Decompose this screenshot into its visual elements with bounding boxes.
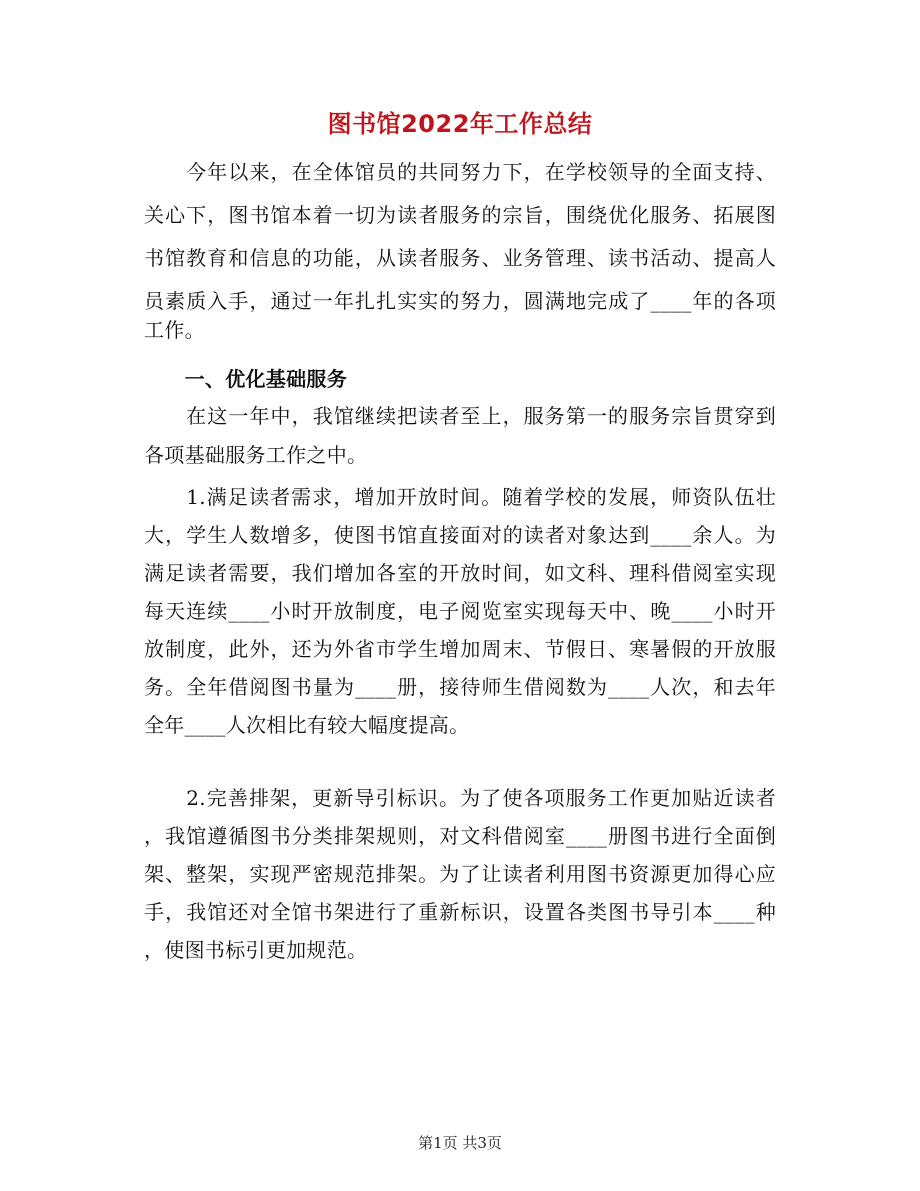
- section-heading-1: 一、优化基础服务: [144, 367, 347, 391]
- paragraph-item2-line-3: 架、整架，实现严密规范排架。为了让读者利用图书资源更加得心应: [144, 862, 776, 886]
- paragraph-section-line-1: 在这一年中，我馆继续把读者至上，服务第一的服务宗旨贯穿到: [144, 404, 776, 428]
- paragraph-intro-line-3: 书馆教育和信息的功能，从读者服务、业务管理、读书活动、提高人: [144, 246, 776, 270]
- paragraph-intro-line-4: 员素质入手，通过一年扎扎实实的努力，圆满地完成了____年的各项: [144, 289, 776, 313]
- paragraph-item2-line-1: 2.完善排架，更新导引标识。为了使各项服务工作更加贴近读者: [144, 786, 776, 810]
- paragraph-item1-line-2: 大，学生人数增多，使图书馆直接面对的读者对象达到____余人。为: [144, 523, 776, 547]
- paragraph-item2-line-5: ，使图书标引更加规范。: [144, 938, 368, 962]
- paragraph-item1-line-7: 全年____人次相比有较大幅度提高。: [144, 713, 470, 737]
- paragraph-intro-line-2: 关心下，图书馆本着一切为读者服务的宗旨，围绕优化服务、拓展图: [144, 203, 776, 227]
- paragraph-item1-line-1: 1.满足读者需求，增加开放时间。随着学校的发展，师资队伍壮: [144, 485, 776, 509]
- paragraph-item1-line-3: 满足读者需要，我们增加各室的开放时间，如文科、理科借阅室实现: [144, 561, 776, 585]
- paragraph-item2-line-2: ，我馆遵循图书分类排架规则，对文科借阅室____册图书进行全面倒: [144, 824, 776, 848]
- paragraph-intro-line-1: 今年以来，在全体馆员的共同努力下，在学校领导的全面支持、: [144, 160, 776, 184]
- paragraph-intro-line-5: 工作。: [144, 318, 205, 342]
- paragraph-item1-line-4: 每天连续____小时开放制度，电子阅览室实现每天中、晚____小时开: [144, 599, 776, 623]
- paragraph-item1-line-6: 务。全年借阅图书量为____册，接待师生借阅数为____人次，和去年: [144, 675, 776, 699]
- paragraph-item1-line-5: 放制度，此外，还为外省市学生增加周末、节假日、寒暑假的开放服: [144, 637, 776, 661]
- page-footer: 第1页 共3页: [418, 1134, 502, 1152]
- paragraph-section-line-2: 各项基础服务工作之中。: [144, 443, 368, 467]
- paragraph-item2-line-4: 手，我馆还对全馆书架进行了重新标识，设置各类图书导引本____种: [144, 900, 776, 924]
- document-title: 图书馆2022年工作总结: [327, 110, 593, 138]
